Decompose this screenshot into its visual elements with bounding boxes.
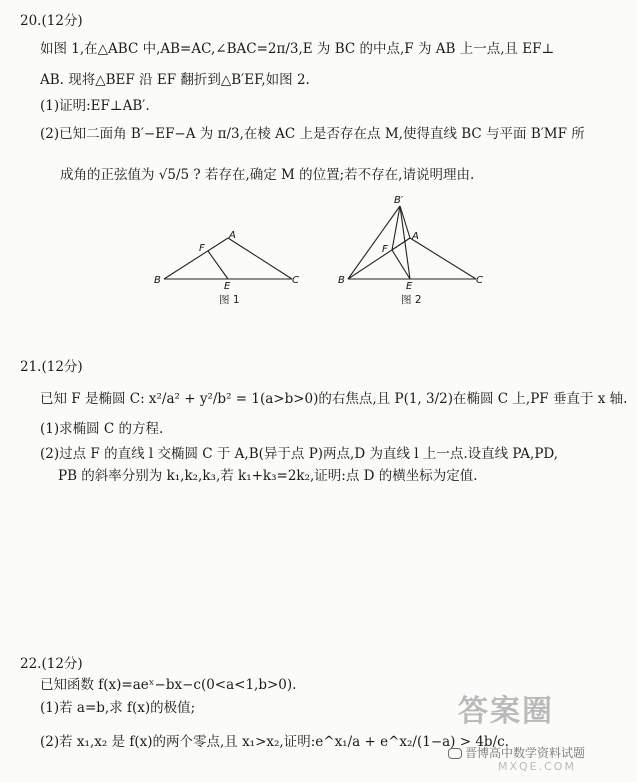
q20-part1: (1)证明:EF⊥AB′. — [40, 98, 150, 114]
watermark-site: MXQE.COM — [498, 760, 576, 773]
fig1-label-c: C — [292, 275, 299, 286]
q21-part2-line2: PB 的斜率分别为 k₁,k₂,k₃,若 k₁+k₃=2k₂,证明:点 D 的横坐标为定值. — [58, 468, 478, 484]
fig2-label-c: C — [476, 275, 483, 286]
fig2-edge-ac — [410, 238, 476, 279]
watermark-caption-text: 晋博高中数学资料试题 — [465, 746, 586, 760]
fig1-label-a: A — [229, 230, 236, 241]
q21-stem: 已知 F 是椭圆 C: x²/a² + y²/b² = 1(a>b>0)的右焦点,且 P(1, 3/2)在椭圆 C 上,PF 垂直于 x 轴. — [40, 391, 628, 407]
fig2-edge-bb1 — [348, 206, 400, 279]
fig2-label-a: A — [412, 231, 419, 242]
watermark-caption — [448, 744, 585, 761]
q22-part2: (2)若 x₁,x₂ 是 f(x)的两个零点,且 x₁>x₂,证明:e^x₁/a + e^x₂/(1−a) > 4b/c. — [40, 734, 509, 750]
q22-part1: (1)若 a=b,求 f(x)的极值; — [40, 700, 196, 716]
fig2-edge-b1e — [400, 206, 410, 279]
q21-number: 21.(12分) — [20, 359, 83, 375]
fig1-caption: 图 1 — [219, 294, 240, 306]
fig2-edge-b1f — [392, 206, 400, 250]
chat-icon — [448, 748, 462, 759]
fig2-label-e: E — [406, 281, 413, 290]
q20-stem-line2: AB. 现将△BEF 沿 EF 翻折到△B′EF,如图 2. — [40, 72, 310, 88]
fig2-edge-fe — [392, 250, 410, 279]
watermark-logo: 答案圈 — [458, 694, 554, 729]
figure-2 — [330, 192, 490, 290]
fig1-label-f: F — [199, 243, 205, 254]
fig1-label-b: B — [154, 275, 161, 286]
fig1-label-e: E — [224, 281, 231, 290]
q20-part2-line2: 成角的正弦值为 √5/5 ? 若存在,确定 M 的位置;若不存在,请说明理由. — [60, 167, 475, 183]
q21-part1: (1)求椭圆 C 的方程. — [40, 421, 164, 437]
fig2-label-b: B — [338, 275, 345, 286]
fig2-label-f: F — [382, 244, 388, 255]
q22-number: 22.(12分) — [20, 656, 83, 672]
q20-number: 20.(12分) — [20, 13, 83, 29]
fig2-edge-b1a — [400, 206, 410, 238]
q21-part2-line1: (2)过点 F 的直线 l 交椭圆 C 于 A,B(异于点 P)两点,D 为直线 l 上一点.设直线 PA,PD, — [40, 446, 559, 462]
fig1-edge-ba — [164, 238, 228, 279]
fig2-caption: 图 2 — [401, 294, 422, 306]
fig2-label-b1: B′ — [394, 195, 404, 206]
q20-part2-line1: (2)已知二面角 B′−EF−A 为 π/3,在棱 AC 上是否存在点 M,使得直线 BC 与平面 B′MF 所 — [40, 126, 585, 142]
fig1-edge-ac — [228, 238, 292, 279]
figure-1 — [150, 228, 310, 290]
fig2-edge-ba — [348, 238, 410, 279]
q20-stem-line1: 如图 1,在△ABC 中,AB=AC,∠BAC=2π/3,E 为 BC 的中点,F 为 AB 上一点,且 EF⊥ — [40, 41, 555, 57]
fig1-edge-fe — [208, 251, 228, 279]
q22-stem: 已知函数 f(x)=aeˣ−bx−c(0<a<1,b>0). — [40, 677, 297, 693]
